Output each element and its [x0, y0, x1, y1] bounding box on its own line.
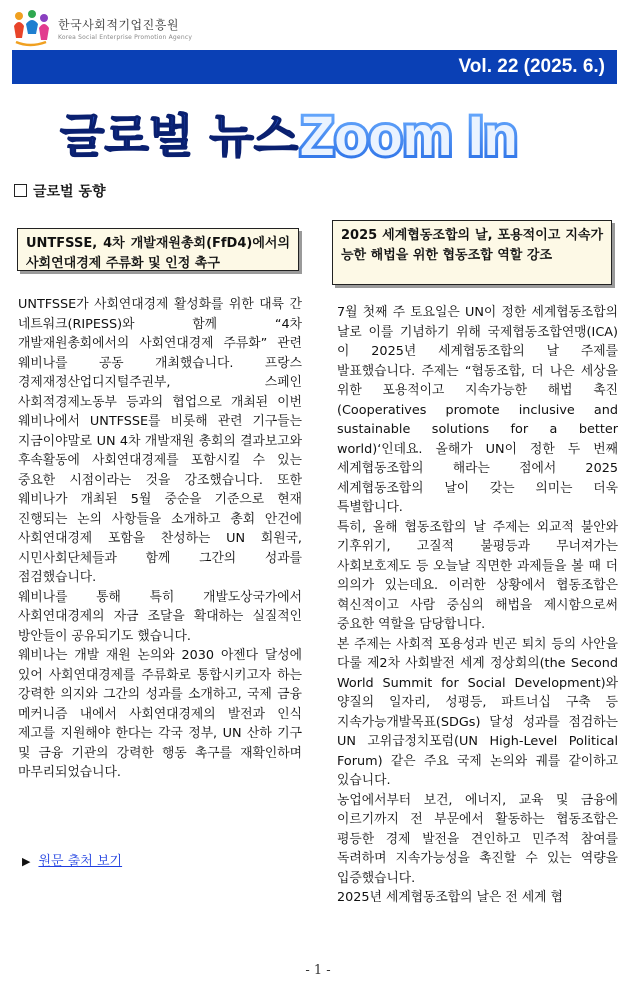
banner-title-en: Zoom In — [300, 104, 518, 167]
section-heading-label: 글로벌 동향 — [33, 184, 106, 200]
article-paragraph: UNTFSSE가 사회연대경제 활성화를 위한 대륙 간 네트워크(RIPESS)와 함께 “4차 개발재원총회에서의 사회연대경제 주류화” 관련 웨비나를 공동 개최했습니다. 프랑스 경제재정산업디지털주권부, 스페인 사회적경제노동부 등과의 협업으로 개최된 이번 웨비나에서 UNTFSSE를 비롯해 관련 기구들는 지금이야말로 UN 4차 개발재원 총회의 결과보고와 후속활동에 사회연대경제를 포함시킬 수 있는 중요한 시점이라는 것을 강조했습니다. 또한 웨비나가 개최된 5월 중순을 기준으로 현재 진행되는 논의 사항들을 소개하고 총회 안건에 사회연대경제 포함을 찬성하는 UN 회원국, 시민사회단체들과 함께 그간의 성과를 점검했습니다. — [18, 297, 302, 585]
article-body — [18, 295, 302, 783]
org-logo — [10, 8, 240, 48]
org-name-en: Korea Social Enterprise Promotion Agency — [58, 34, 193, 41]
source-link-row — [22, 850, 122, 869]
article-paragraph: 본 주제는 사회적 포용성과 빈곤 퇴치 등의 사안을 다룰 제2차 사회발전 세계 정상회의(the Second World Summit for Social Development)와 양질의 일자리, 성평등, 파트너십 구축 등 지속가능개발목표(SDGs) 달성 성과를 점검하는 UN 고위급정치포럼(UN High-Level Political Forum) 같은 주요 국제 논의와 궤를 같이하고 있습니다. — [337, 636, 618, 788]
triangle-right-icon: ▶ — [22, 855, 31, 868]
article-paragraph: 특히, 올해 협동조합의 날 주제는 외교적 불안와 기후위기, 고질적 불평등과 무너져가는 사회보호제도 등 오늘날 직면한 과제들을 볼 때 더 의의가 있는데요. 이러한 상황에서 협동조합은 혁신적이고 사람 중심의 해법을 제시함으로써 중요한 역할을 담당합니다. — [337, 519, 618, 632]
volume-label: Vol. 22 (2025. 6.) — [458, 56, 605, 77]
article-paragraph: 웨비나는 개발 재원 논의와 2030 아젠다 달성에 있어 사회연대경제를 주류화로 통합시키고자 하는 강력한 의지와 그간의 성과를 소개하고, 국제 금융 메커니즘 내에서 사회연대경제의 발전과 인식 제고를 지원해야 한다는 각국 정부, UN 산하 기구 및 금융 기관의 강력한 행동 촉구를 재확인하며 마무리되었습니다. — [18, 648, 302, 780]
article-title: 2025 세계협동조합의 날, 포용적이고 지속가능한 해법을 위한 협동조합 역할 강조 — [341, 228, 603, 263]
source-link[interactable]: 원문 출처 보기 — [38, 854, 123, 869]
article-title-box — [332, 220, 612, 285]
article-paragraph: 농업에서부터 보건, 에너지, 교육 및 금융에 이르기까지 전 부문에서 활동하는 협동조합은 평등한 경제 발전을 견인하고 민주적 참여를 독려하며 지속가능성을 촉진할 수 있는 역량을 입증했습니다. — [337, 792, 618, 886]
section-heading — [14, 181, 106, 201]
newsletter-banner — [0, 95, 636, 167]
banner-title-ko: 글로벌 뉴스 — [60, 109, 299, 163]
article-body — [337, 303, 618, 908]
org-name-ko: 한국사회적기업진흥원 — [58, 18, 179, 32]
article-paragraph: 웨비나를 통해 특히 개발도상국가에서 사회연대경제의 자금 조달을 확대하는 실질적인 방안들이 공유되기도 했습니다. — [18, 589, 302, 644]
article-title-box — [17, 228, 299, 271]
volume-bar — [12, 50, 617, 84]
page-number: - 1 - — [305, 963, 331, 978]
org-logo-icon — [10, 8, 52, 48]
section-checkbox-icon — [14, 184, 27, 197]
article-paragraph: 2025년 세계협동조합의 날은 전 세계 협 — [337, 890, 563, 905]
article-title: UNTFSSE, 4차 개발재원총회(FfD4)에서의 사회연대경제 주류화 및 인정 촉구 — [26, 236, 290, 271]
article-paragraph: 7월 첫째 주 토요일은 UN이 정한 세계협동조합의 날로 이를 기념하기 위해 국제협동조합연맹(ICA)이 2025년 세계협동조합의 날 주제를 발표했습니다. 주제는 “협동조합, 더 나은 세상을 위한 포용적이고 지속가능한 해법 촉진(Cooperatives promote inclusive and sustainable solutions for a better world)‘인데요. 올해가 UN이 정한 두 번째 세계협동조합의 해라는 점에서 2025 세계협동조합의 날이 갖는 의미는 더욱 특별합니다. — [337, 305, 618, 515]
